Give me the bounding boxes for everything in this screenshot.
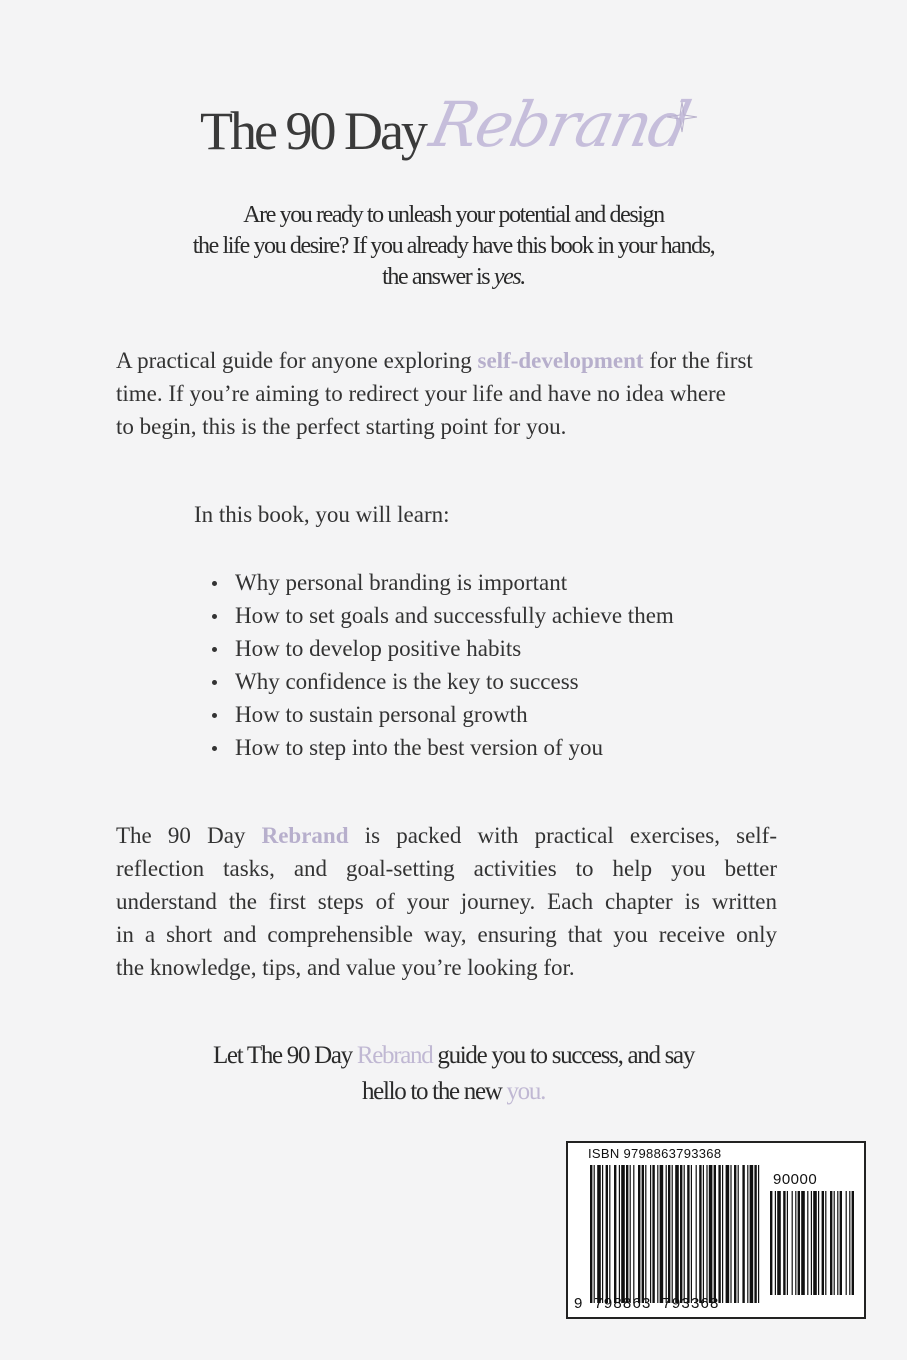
description-line-4: in a short and comprehensible way, ensuring that you receive only <box>116 922 777 947</box>
barcode-bar <box>675 1165 679 1303</box>
list-item: How to sustain personal growth <box>208 698 674 731</box>
barcode-bar <box>706 1165 707 1303</box>
barcode-digit-group-2: 793368 <box>662 1295 720 1312</box>
barcode-bar <box>795 1191 796 1295</box>
barcode-bar <box>642 1165 644 1303</box>
bullet-icon <box>212 746 217 751</box>
barcode-bar <box>621 1165 625 1303</box>
barcode-bar <box>734 1165 736 1303</box>
barcode-bar <box>696 1165 697 1303</box>
barcode-bar <box>830 1191 832 1295</box>
bullet-icon <box>212 713 217 718</box>
barcode-bar <box>597 1165 601 1303</box>
self-development-highlight: self-development <box>477 348 644 373</box>
barcode-bar <box>825 1191 826 1295</box>
description-line-1: The 90 Day Rebrand is packed with practical exercises, self- <box>116 823 777 848</box>
bullet-icon <box>212 680 217 685</box>
barcode-bar <box>813 1191 817 1295</box>
barcode-bar <box>783 1191 785 1295</box>
bullet-icon <box>212 614 217 619</box>
barcode-bar <box>811 1191 812 1295</box>
barcode-bar <box>718 1165 720 1303</box>
barcode-bar <box>754 1165 756 1303</box>
barcode-bars <box>568 1143 864 1317</box>
intro-line-1: A practical guide for anyone exploring self-development for the first <box>116 348 753 373</box>
barcode-bar <box>777 1191 781 1295</box>
barcode-bar <box>738 1165 739 1303</box>
description-paragraph <box>116 819 777 984</box>
title-script: Rebrand <box>424 88 696 161</box>
closing-statement <box>100 1038 807 1110</box>
bullet-icon <box>212 581 217 586</box>
intro-line-2: time. If you’re aiming to redirect your life and have no idea where <box>116 381 726 406</box>
barcode-bar <box>709 1165 713 1303</box>
headline-line-1: Are you ready to unleash your potential and design <box>243 202 664 228</box>
barcode-bar <box>770 1191 772 1295</box>
list-item: How to set goals and successfully achieve them <box>208 599 674 632</box>
barcode-bar <box>787 1191 788 1295</box>
headline-line-3: the answer is yes. <box>382 264 525 290</box>
barcode-bar <box>747 1165 748 1303</box>
list-item: How to develop positive habits <box>208 632 674 665</box>
description-line-3: understand the first steps of your journey. Each chapter is written <box>116 889 777 914</box>
barcode-bar <box>657 1165 658 1303</box>
barcode-bar <box>849 1191 850 1295</box>
barcode-bar <box>750 1165 754 1303</box>
barcode-bar <box>633 1165 634 1303</box>
barcode-bar <box>822 1191 824 1295</box>
barcode-bar <box>666 1165 667 1303</box>
bullet-icon <box>212 647 217 652</box>
list-item: Why confidence is the key to success <box>208 665 674 698</box>
barcode-bar <box>619 1165 620 1303</box>
barcode-bar <box>798 1191 800 1295</box>
barcode-bar <box>834 1191 835 1295</box>
barcode-bar <box>668 1165 670 1303</box>
isbn-label: ISBN 9798863793368 <box>588 1146 722 1161</box>
book-title <box>0 88 907 168</box>
barcode-bar <box>775 1191 776 1295</box>
barcode-bar <box>638 1165 640 1303</box>
barcode-bar <box>645 1165 646 1303</box>
barcode-bar <box>758 1165 759 1303</box>
list-item: How to step into the best version of you <box>208 731 674 764</box>
barcode-bar <box>614 1165 616 1303</box>
closing-rebrand-highlight: Rebrand <box>356 1042 433 1069</box>
barcode-bar <box>730 1165 731 1303</box>
barcode-bar <box>660 1165 664 1303</box>
barcode-bar <box>703 1165 704 1303</box>
description-line-2: reflection tasks, and goal-setting activities to help you better <box>116 856 777 881</box>
sparkle-icon <box>665 100 699 134</box>
closing-line-1: Let The 90 Day Rebrand guide you to success, and say <box>212 1042 695 1069</box>
barcode-bar <box>626 1165 628 1303</box>
isbn-barcode <box>566 1141 866 1319</box>
intro-line-3: to begin, this is the perfect starting point for you. <box>116 414 567 439</box>
barcode-bar <box>818 1191 819 1295</box>
barcode-digits <box>574 1295 720 1312</box>
barcode-bar <box>846 1191 847 1295</box>
barcode-bar <box>650 1165 651 1303</box>
barcode-bar <box>691 1165 692 1303</box>
description-line-5: the knowledge, tips, and value you’re looking for. <box>116 955 575 980</box>
headline-emphasis: yes. <box>493 264 525 290</box>
barcode-bar <box>837 1191 838 1295</box>
barcode-bar <box>801 1191 805 1295</box>
headline <box>100 200 807 293</box>
barcode-bar <box>630 1165 631 1303</box>
barcode-bar <box>672 1165 673 1303</box>
learning-list <box>208 566 674 764</box>
barcode-bar <box>807 1191 808 1295</box>
rebrand-highlight: Rebrand <box>261 823 349 848</box>
barcode-bar <box>609 1165 610 1303</box>
barcode-bar <box>742 1165 744 1303</box>
barcode-bar <box>652 1165 654 1303</box>
barcode-bar <box>792 1191 793 1295</box>
barcode-bar <box>852 1191 854 1295</box>
list-item: Why personal branding is important <box>208 566 674 599</box>
barcode-bar <box>722 1165 723 1303</box>
barcode-bar <box>594 1165 595 1303</box>
headline-line-2: the life you desire? If you already have this book in your hands, <box>192 233 715 259</box>
price-code: 90000 <box>773 1171 818 1188</box>
barcode-bar <box>680 1165 682 1303</box>
barcode-bar <box>687 1165 689 1303</box>
barcode-bar <box>699 1165 701 1303</box>
barcode-bar <box>726 1165 730 1303</box>
intro-paragraph <box>116 344 784 443</box>
barcode-digit-group-1: 798863 <box>594 1295 652 1312</box>
barcode-bar <box>590 1165 592 1303</box>
barcode-bar <box>602 1165 603 1303</box>
closing-line-2: hello to the new you. <box>361 1078 546 1105</box>
barcode-bar <box>840 1191 842 1295</box>
title-main: The 90 Day <box>200 101 425 161</box>
learn-intro: In this book, you will learn: <box>194 502 450 527</box>
barcode-bar <box>606 1165 608 1303</box>
barcode-bar <box>684 1165 685 1303</box>
barcode-digit-first: 9 <box>574 1295 584 1312</box>
barcode-bar <box>714 1165 716 1303</box>
closing-you-highlight: you. <box>506 1078 546 1105</box>
